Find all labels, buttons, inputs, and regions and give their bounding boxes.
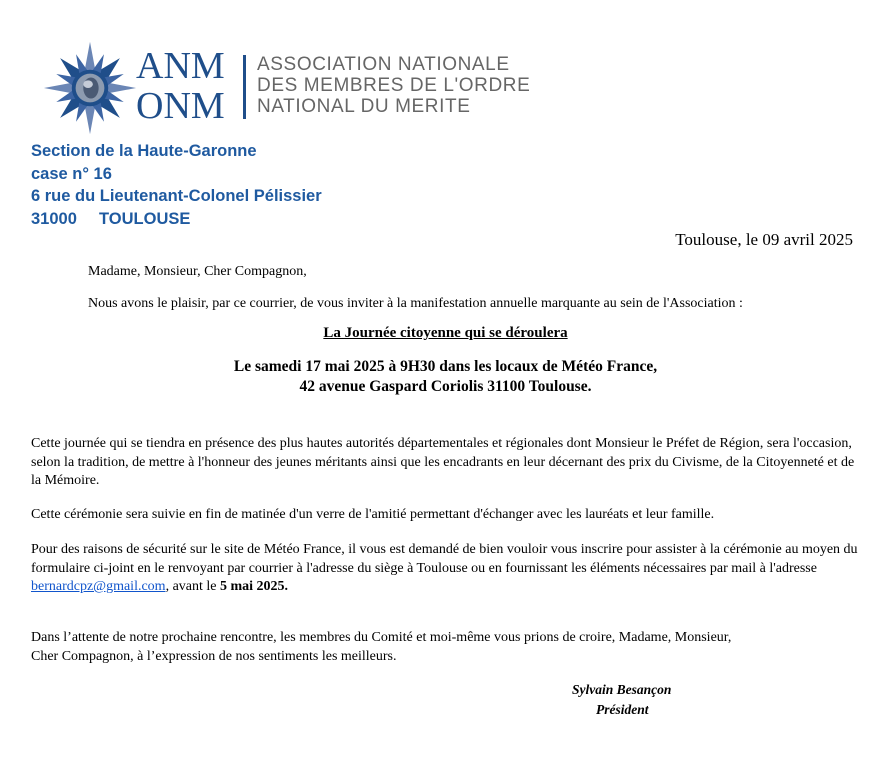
letter-intro: Nous avons le plaisir, par ce courrier, de vous inviter à la manifestation annuelle marquante au sein de l'Association : xyxy=(88,296,743,311)
logo-divider xyxy=(243,55,246,119)
letter-date: Toulouse, le 09 avril 2025 xyxy=(675,230,853,249)
registration-deadline: 5 mai 2025. xyxy=(219,579,289,594)
logo-association-name xyxy=(257,54,530,117)
sender-address xyxy=(31,140,322,230)
address-section: Section de la Haute-Garonne xyxy=(31,142,257,160)
closing-line-1: Dans l’attente de notre prochaine rencontre, les membres du Comité et moi-même vous prions de croire, Madame, Monsieur, xyxy=(31,630,732,645)
signatory-name: Sylvain Besançon xyxy=(572,682,672,697)
logo-line-1: ASSOCIATION NATIONALE xyxy=(257,54,510,75)
closing-line-2: Cher Compagnon, à l’expression de nos sentiments les meilleurs. xyxy=(31,648,397,664)
address-box: case n° 16 xyxy=(31,164,112,183)
address-street: 6 rue du Lieutenant-Colonel Pélissier xyxy=(31,187,322,205)
logo-abbr-bottom: ONM xyxy=(136,85,225,127)
event-details xyxy=(0,357,891,397)
address-city: TOULOUSE xyxy=(99,209,191,228)
event-address: 42 avenue Gaspard Coriolis 31100 Toulouse. xyxy=(299,378,592,395)
logo-line-2: DES MEMBRES DE L'ORDRE xyxy=(257,75,531,96)
paragraph-reception: Cette cérémonie sera suivie en fin de matinée d'un verre de l'amitié permettant d'échanger avec les lauréats et leur famille. xyxy=(31,507,715,522)
registration-deadline-text: , avant le xyxy=(165,579,220,594)
logo-line-3: NATIONAL DU MERITE xyxy=(257,96,471,117)
email-link[interactable]: bernardcpz@gmail.com xyxy=(31,579,166,594)
registration-text: Pour des raisons de sécurité sur le site de Météo France, il vous est demandé de bien vouloir vous inscrire pour assister à la cérémonie au moyen du formulaire ci-joint en le renvoyant par courrier à l'adresse du siège à Toulouse ou en fournissant les éléments nécessaires par mail à l'adresse xyxy=(31,542,858,576)
paragraph-registration xyxy=(31,541,861,597)
logo-abbreviation xyxy=(136,46,225,126)
order-star-icon xyxy=(42,40,138,136)
address-postcode: 31000 xyxy=(31,209,77,228)
event-date: Le samedi 17 mai 2025 à 9H30 dans les locaux de Météo France, xyxy=(233,358,658,375)
letter-salutation: Madame, Monsieur, Cher Compagnon, xyxy=(88,264,307,279)
closing-paragraph xyxy=(31,629,831,666)
paragraph-ceremony: Cette journée qui se tiendra en présence des plus hautes autorités départementales et régionales dont Monsieur le Préfet de Région, sera l'occasion, selon la tradition, de mettre à l'honneur des jeunes méritants ainsi que les encadrants en leur décernant des prix du Civisme, de la Citoyenneté et de la Mémoire. xyxy=(31,436,855,488)
event-title: La Journée citoyenne qui se déroulera xyxy=(323,325,568,341)
logo-abbr-top: ANM xyxy=(136,45,225,87)
address-city-line xyxy=(31,208,322,231)
signatory-title: Président xyxy=(596,702,649,717)
